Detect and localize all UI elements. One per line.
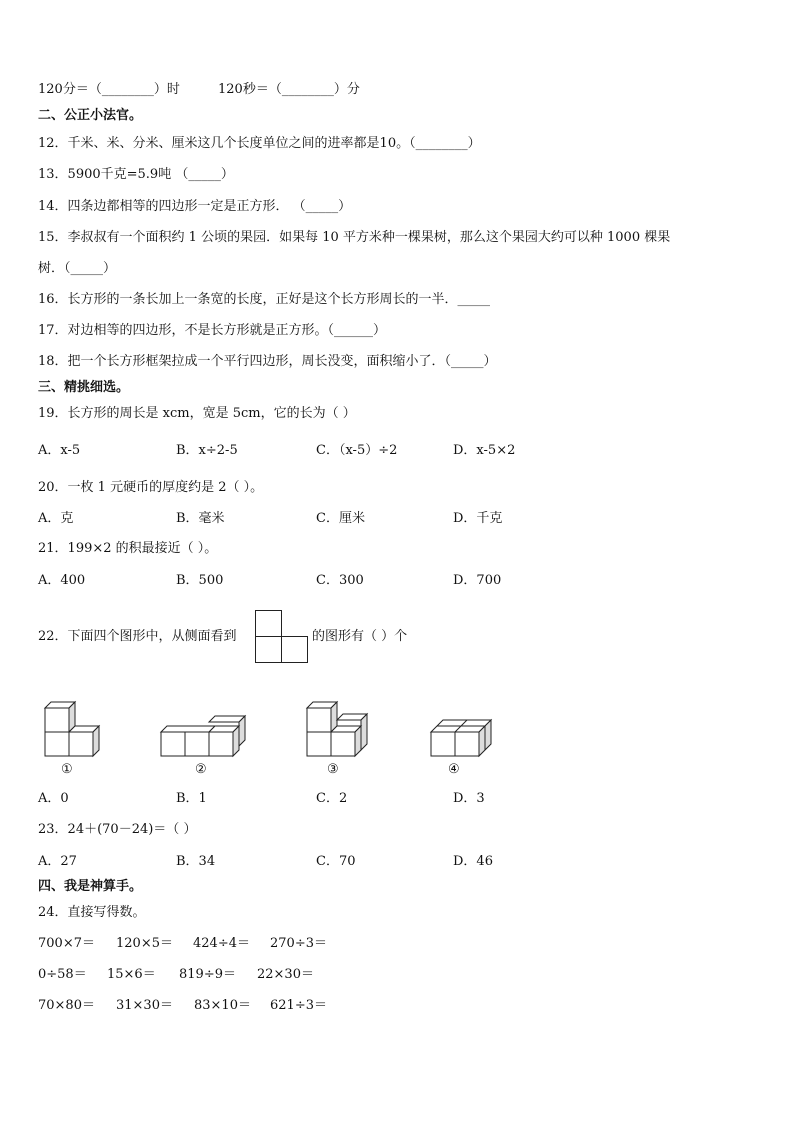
question-19: 19．长方形的周长是 xcm，宽是 5cm，它的长为（ ） xyxy=(38,406,356,421)
cube-figure-1 xyxy=(44,700,104,760)
conversion-minutes: 120秒＝（________）分 xyxy=(218,82,360,97)
conversion-hours: 120分＝（________）时 xyxy=(38,82,180,97)
option-c: C．300 xyxy=(316,573,364,588)
question-21: 21．199×2 的积最接近（ ）。 xyxy=(38,541,218,556)
cube-figure-2 xyxy=(160,714,250,758)
calc-item: 819÷9＝ xyxy=(179,967,236,982)
option-c: C．（x-5）÷2 xyxy=(316,443,398,458)
option-a: A．克 xyxy=(38,511,74,526)
calc-item: 22×30＝ xyxy=(257,967,314,982)
question-14: 14．四条边都相等的四边形一定是正方形． （_____） xyxy=(38,199,352,214)
cube-figure-3 xyxy=(306,700,372,760)
option-b: B．500 xyxy=(176,573,224,588)
option-d: D．千克 xyxy=(453,511,503,526)
question-16: 16．长方形的一条长加上一条宽的长度，正好是这个长方形周长的一半．_____ xyxy=(38,292,491,307)
option-c: C．2 xyxy=(316,791,348,806)
question-22-suffix: 的图形有（ ）个 xyxy=(312,629,408,644)
option-b: B．x÷2-5 xyxy=(176,443,238,458)
option-c: C．70 xyxy=(316,854,356,869)
calc-item: 83×10＝ xyxy=(194,998,251,1013)
option-d: D．x-5×2 xyxy=(453,443,516,458)
option-a: A．0 xyxy=(38,791,69,806)
figure-label-1: ① xyxy=(61,762,73,777)
section-2-heading: 二、公正小法官。 xyxy=(38,108,143,123)
figure-label-3: ③ xyxy=(327,762,339,777)
question-23: 23．24＋(70－24)＝（ ） xyxy=(38,822,197,837)
option-d: D．700 xyxy=(453,573,502,588)
calc-item: 0÷58＝ xyxy=(38,967,87,982)
option-b: B．34 xyxy=(176,854,216,869)
option-c: C．厘米 xyxy=(316,511,365,526)
option-b: B．1 xyxy=(176,791,207,806)
calc-item: 621÷3＝ xyxy=(270,998,327,1013)
side-view-shape xyxy=(255,610,309,664)
calc-item: 15×6＝ xyxy=(107,967,156,982)
section-3-heading: 三、精挑细选。 xyxy=(38,380,130,395)
question-22-prefix: 22．下面四个图形中，从侧面看到 xyxy=(38,629,237,644)
calc-item: 120×5＝ xyxy=(116,936,173,951)
calc-item: 700×7＝ xyxy=(38,936,95,951)
option-a: A．400 xyxy=(38,573,86,588)
option-b: B．毫米 xyxy=(176,511,225,526)
question-20: 20．一枚 1 元硬币的厚度约是 2（ ）。 xyxy=(38,480,264,495)
question-13: 13．5900千克=5.9吨 （_____） xyxy=(38,167,234,182)
option-d: D．3 xyxy=(453,791,485,806)
option-a: A．27 xyxy=(38,854,77,869)
figure-label-4: ④ xyxy=(448,762,460,777)
question-12: 12．千米、米、分米、厘米这几个长度单位之间的进率都是10。（________） xyxy=(38,136,481,151)
cube-figure-4 xyxy=(430,716,496,758)
question-15-line2: 树．（_____） xyxy=(38,261,117,276)
calc-item: 70×80＝ xyxy=(38,998,95,1013)
section-4-heading: 四、我是神算手。 xyxy=(38,879,143,894)
question-24: 24．直接写得数。 xyxy=(38,905,146,920)
calc-item: 270÷3＝ xyxy=(270,936,327,951)
figure-label-2: ② xyxy=(195,762,207,777)
option-d: D．46 xyxy=(453,854,493,869)
option-a: A．x-5 xyxy=(38,443,81,458)
question-17: 17．对边相等的四边形，不是长方形就是正方形。（______） xyxy=(38,323,387,338)
calc-item: 424÷4＝ xyxy=(193,936,250,951)
question-18: 18．把一个长方形框架拉成一个平行四边形，周长没变，面积缩小了．（_____） xyxy=(38,354,497,369)
question-15-line1: 15．李叔叔有一个面积约 1 公顷的果园．如果每 10 平方米种一棵果树，那么这个果园大约可以种 1000 棵果 xyxy=(38,230,671,245)
calc-item: 31×30＝ xyxy=(116,998,173,1013)
